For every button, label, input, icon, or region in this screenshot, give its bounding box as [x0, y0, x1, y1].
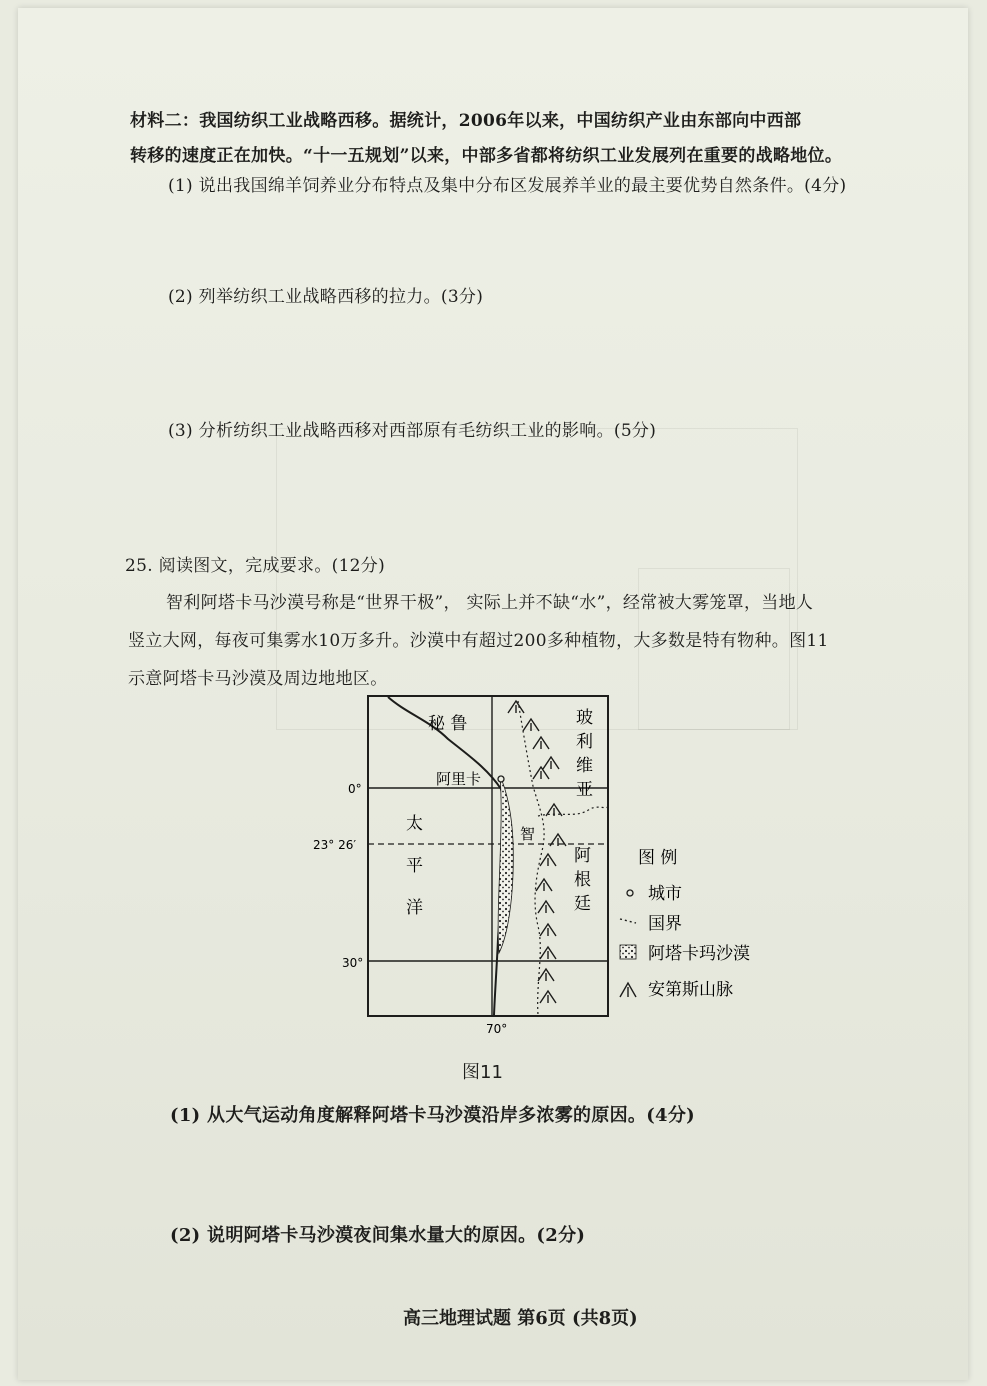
label-bolivia-1: 玻 — [576, 708, 593, 728]
label-pacific-3: 洋 — [406, 898, 423, 918]
lat-label-23-26: 23° 26′ — [313, 838, 357, 852]
border-chile-argentina — [518, 701, 544, 1015]
question-24-part2: (2) 列举纺织工业战略西移的拉力。(3分) — [168, 287, 484, 307]
legend-city: 城市 — [648, 884, 682, 904]
question-25-part2: (2) 说明阿塔卡马沙漠夜间集水量大的原因。(2分) — [170, 1225, 586, 1246]
label-bolivia-2: 利 — [576, 732, 593, 752]
legend-andes: 安第斯山脉 — [648, 980, 733, 1000]
map-frame — [368, 696, 608, 1016]
lat-label-0: 0° — [348, 782, 362, 796]
label-argentina-3: 廷 — [574, 894, 591, 914]
legend-mountain-symbol — [620, 983, 636, 997]
material2-line2: 转移的速度正在加快。“十一五规划”以来，中部多省都将纺织工业发展列在重要的战略地位。 — [130, 146, 843, 166]
material2-line1: 材料二：我国纺织工业战略西移。据统计，2006年以来，中国纺织产业由东部向中西部 — [130, 111, 802, 131]
exam-page — [18, 8, 968, 1380]
question-25-text-line2: 竖立大网，每夜可集雾水10万多升。沙漠中有超过200多种植物，大多数是特有物种。图11 — [128, 631, 829, 651]
legend-city-symbol — [627, 890, 633, 896]
page-footer: 高三地理试题 第6页 (共8页) — [403, 1308, 638, 1329]
atacama-desert-area — [498, 776, 513, 953]
legend-desert-symbol — [620, 945, 636, 959]
legend-border: 国界 — [648, 914, 682, 934]
legend-desert: 阿塔卡玛沙漠 — [648, 944, 750, 964]
label-chile: 智 — [520, 825, 536, 843]
question-25-text-line3: 示意阿塔卡马沙漠及周边地地区。 — [128, 669, 388, 689]
label-bolivia-4: 亚 — [576, 780, 593, 800]
lat-label-30: 30° — [342, 956, 364, 970]
question-25-text-line1: 智利阿塔卡马沙漠号称是“世界干极”， 实际上并不缺“水”，经常被大雾笼罩，当地人 — [166, 593, 814, 613]
atacama-map-figure — [313, 691, 788, 1041]
label-arica: 阿里卡 — [436, 770, 482, 788]
label-argentina-1: 阿 — [574, 846, 591, 866]
label-pacific-1: 太 — [406, 814, 423, 834]
label-bolivia-3: 维 — [576, 756, 593, 776]
legend-border-symbol — [620, 919, 636, 923]
andes-mountains — [508, 701, 566, 1003]
legend-title: 图 例 — [638, 848, 678, 868]
arica-city-dot — [498, 776, 504, 782]
figure-caption: 图11 — [462, 1062, 503, 1083]
question-24-part1: (1) 说出我国绵羊饲养业分布特点及集中分布区发展养羊业的最主要优势自然条件。(4分) — [168, 176, 847, 196]
question-24-part3: (3) 分析纺织工业战略西移对西部原有毛纺织工业的影响。(5分) — [168, 421, 657, 441]
label-pacific-2: 平 — [406, 856, 423, 876]
label-argentina-2: 根 — [574, 870, 591, 890]
label-peru: 秘 鲁 — [428, 714, 468, 734]
question-25-heading: 25. 阅读图文，完成要求。(12分) — [125, 556, 386, 576]
question-25-part1: (1) 从大气运动角度解释阿塔卡马沙漠沿岸多浓雾的原因。(4分) — [170, 1105, 695, 1126]
lon-label-70: 70° — [486, 1022, 508, 1036]
